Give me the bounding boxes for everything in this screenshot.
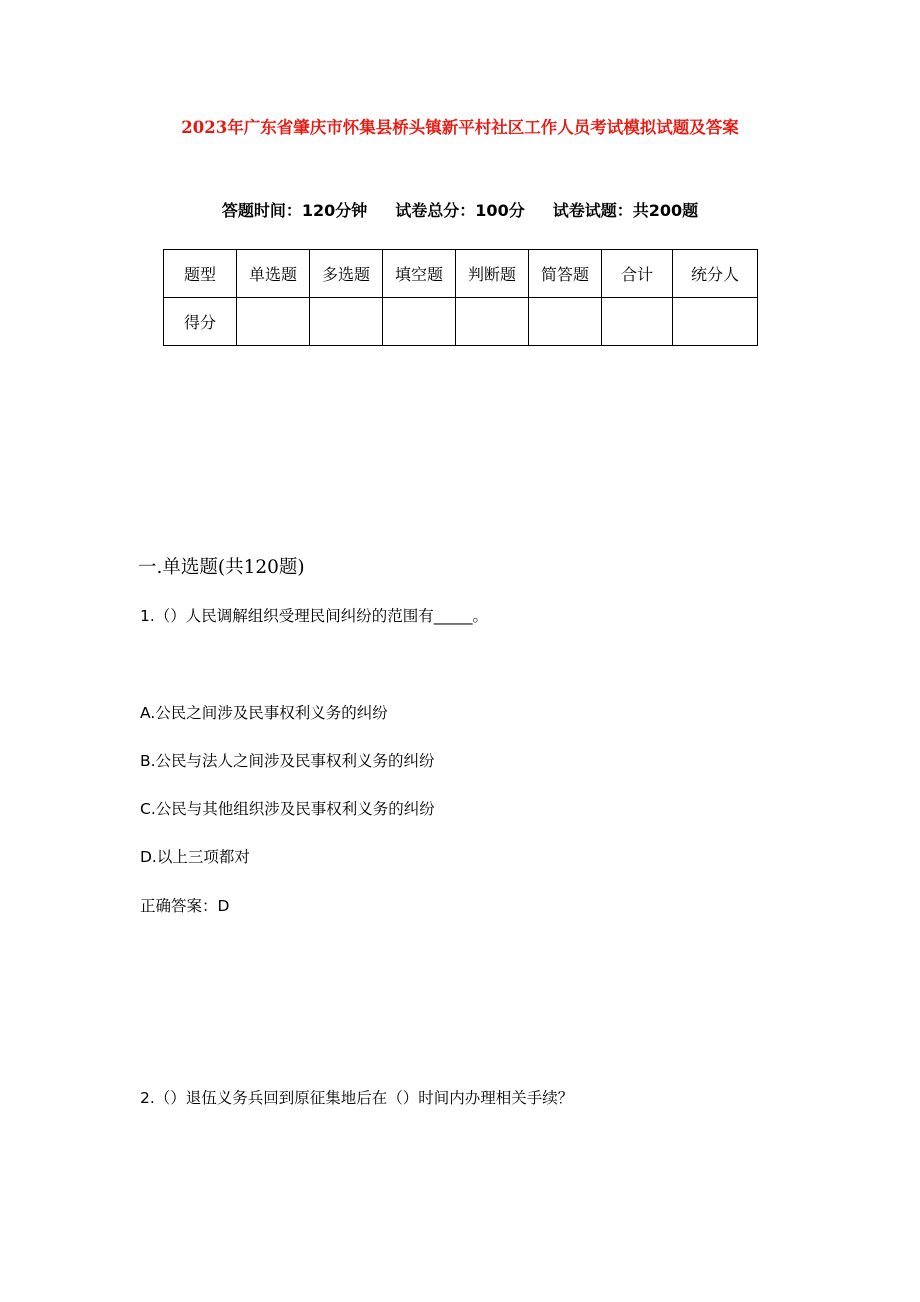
score-cell: [602, 298, 673, 346]
header-cell-type: 题型: [164, 250, 237, 298]
header-cell-multi: 多选题: [310, 250, 383, 298]
document-title: 2023年广东省肇庆市怀集县桥头镇新平村社区工作人员考试模拟试题及答案: [181, 118, 739, 137]
header-cell-judge: 判断题: [456, 250, 529, 298]
exam-meta: [0, 198, 920, 221]
score-cell: [673, 298, 758, 346]
header-cell-fill: 填空题: [383, 250, 456, 298]
header-cell-total: 合计: [602, 250, 673, 298]
question-option: C.公民与其他组织涉及民事权利义务的纠纷: [140, 800, 435, 818]
score-cell: [237, 298, 310, 346]
score-cell: [456, 298, 529, 346]
exam-time: 答题时间：120分钟: [221, 201, 368, 220]
question-option: D.以上三项都对: [140, 848, 250, 866]
question-stem: 1.（）人民调解组织受理民间纠纷的范围有_____。: [140, 607, 489, 625]
score-table-score-row: [164, 298, 758, 346]
exam-total-score: 试卷总分：100分: [395, 201, 525, 220]
score-row-label: 得分: [164, 298, 237, 346]
question-stem: 2.（）退伍义务兵回到原征集地后在（）时间内办理相关手续？: [140, 1089, 574, 1107]
section-title: 一.单选题(共120题): [138, 557, 305, 578]
header-cell-single: 单选题: [237, 250, 310, 298]
score-cell: [310, 298, 383, 346]
question-option: B.公民与法人之间涉及民事权利义务的纠纷: [140, 752, 435, 770]
score-cell: [383, 298, 456, 346]
question-answer: 正确答案：D: [140, 897, 230, 915]
score-table: [163, 249, 758, 346]
header-cell-grader: 统分人: [673, 250, 758, 298]
header-cell-short: 简答题: [529, 250, 602, 298]
score-table-header-row: [164, 250, 758, 298]
question-option: A.公民之间涉及民事权利义务的纠纷: [140, 704, 388, 722]
score-cell: [529, 298, 602, 346]
exam-question-count: 试卷试题：共200题: [552, 201, 699, 220]
